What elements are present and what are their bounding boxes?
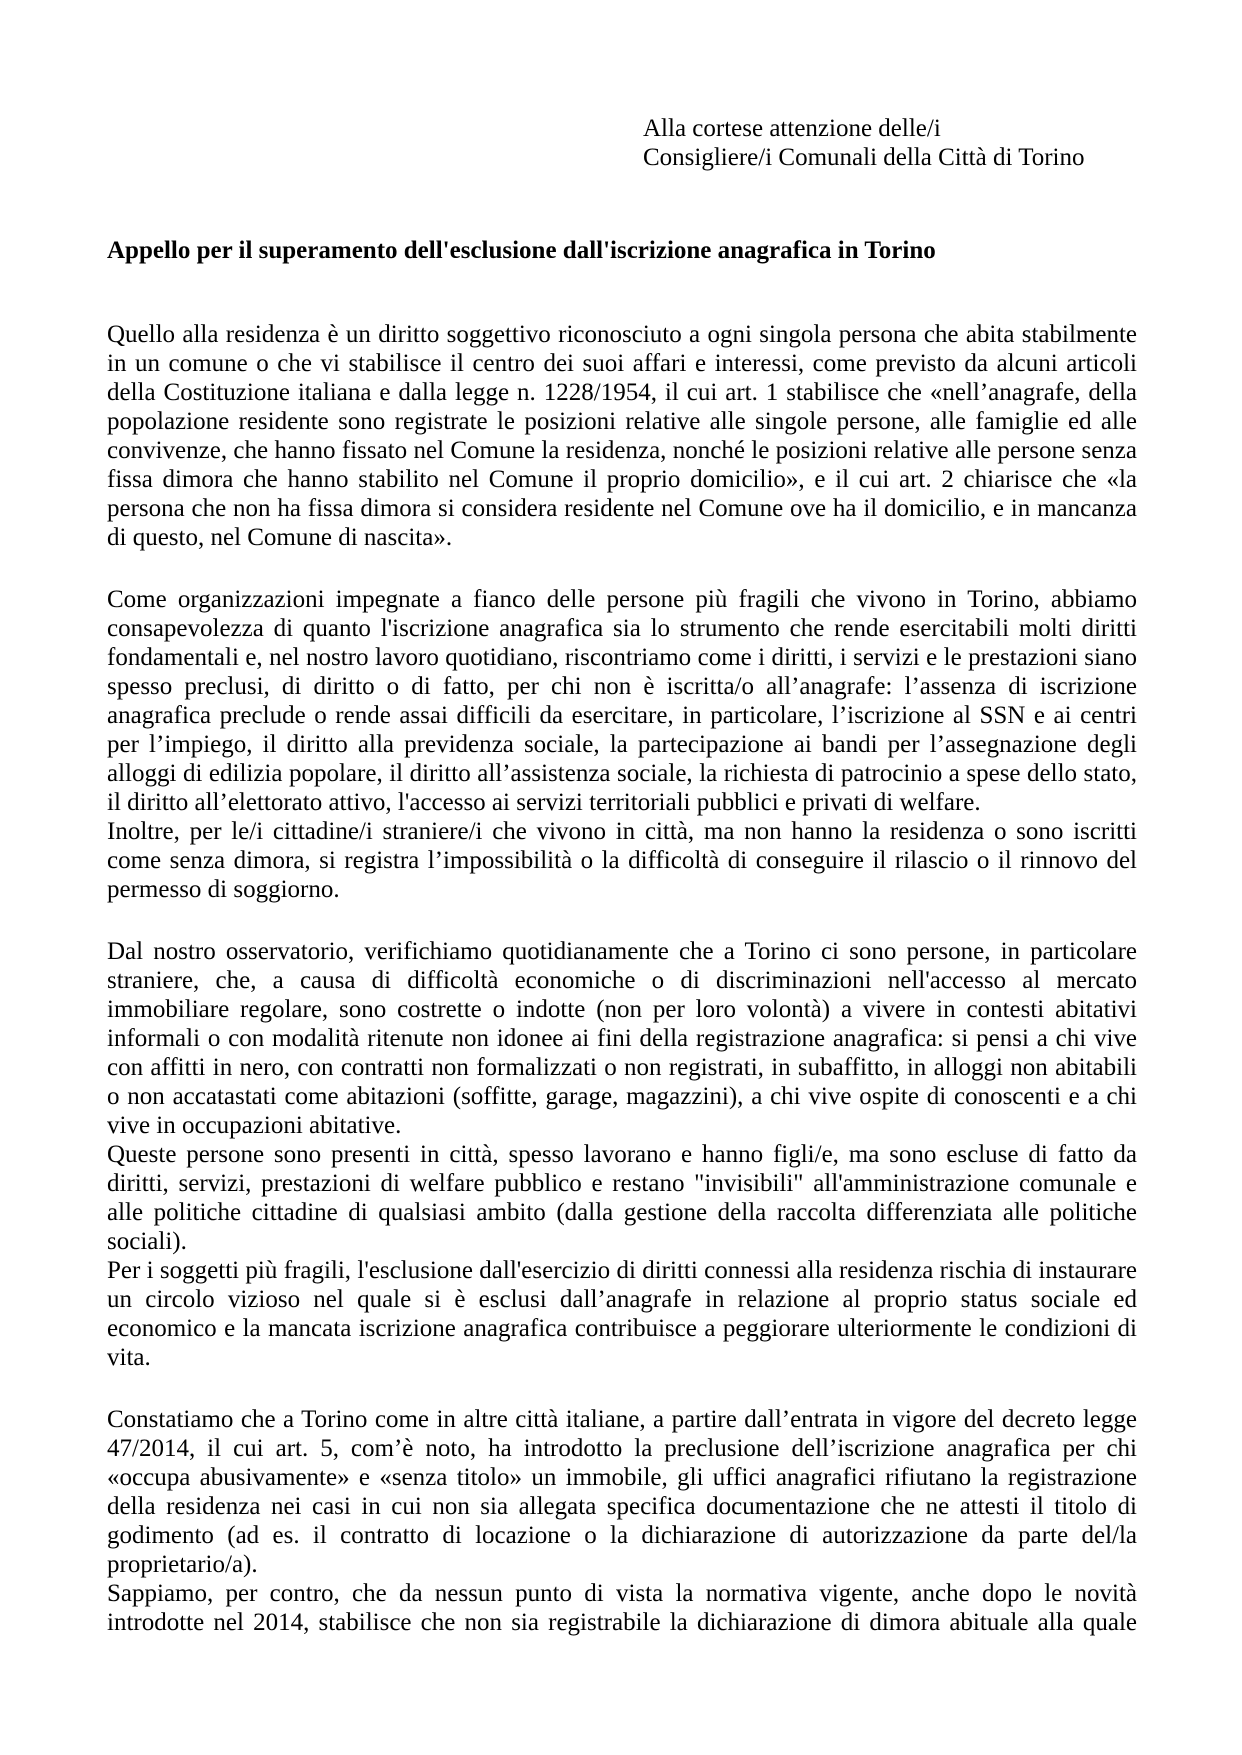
document-title: Appello per il superamento dell'esclusione dall'iscrizione anagrafica in Torino: [107, 237, 936, 264]
paragraph: Per i soggetti più fragili, l'esclusione dall'esercizio di diritti connessi alla residenza rischia di instaurare un circolo vizioso nel quale si è esclusi dall’anagrafe in relazione al proprio status sociale ed economico e la mancata iscrizione anagrafica contribuisce a peggiorare ulteriormente le condizioni di vita.: [107, 1257, 1137, 1371]
paragraph: Dal nostro osservatorio, verifichiamo quotidianamente che a Torino ci sono persone, in particolare straniere, che, a causa di difficoltà economiche o di discriminazioni nell'accesso al mercato immobiliare regolare, sono costrette o indotte (non per loro volontà) a vivere in contesti abitativi informali o con modalità ritenute non idonee ai fini della registrazione anagrafica: si pensi a chi vive con affitti in nero, con contratti non formalizzati o non registrati, in subaffitto, in alloggi non abitabili o non accatastati come abitazioni (soffitte, garage, magazzini), a chi vive ospite di conoscenti e a chi vive in occupazioni abitative.: [107, 938, 1137, 1139]
paragraph: Queste persone sono presenti in città, spesso lavorano e hanno figli/e, ma sono escluse di fatto da diritti, servizi, prestazioni di welfare pubblico e restano "invisibili" all'amministrazione comunale e alle politiche cittadine di qualsiasi ambito (dalla gestione della raccolta differenziata alle politiche sociali).: [107, 1141, 1137, 1255]
recipient-block: [643, 114, 1137, 172]
paragraph-block-4: [107, 1405, 1137, 1637]
paragraph-block-1: [107, 320, 1137, 552]
paragraph-block-3: [107, 937, 1137, 1372]
paragraph: Constatiamo che a Torino come in altre città italiane, a partire dall’entrata in vigore del decreto legge 47/2014, il cui art. 5, com’è noto, ha introdotto la preclusione dell’iscrizione anagrafica per chi «occupa abusivamente» e «senza titolo» un immobile, gli uffici anagrafici rifiutano la registrazione della residenza nei casi in cui non sia allegata specifica documentazione che ne attesti il titolo di godimento (ad es. il contratto di locazione o la dichiarazione di autorizzazione da parte del/la proprietario/a).: [107, 1406, 1137, 1578]
paragraph: Inoltre, per le/i cittadine/i straniere/i che vivono in città, ma non hanno la residenza o sono iscritti come senza dimora, si registra l’impossibilità o la difficoltà di conseguire il rilascio o il rinnovo del permesso di soggiorno.: [107, 818, 1137, 903]
recipient-line-2: Consigliere/i Comunali della Città di Torino: [643, 144, 1085, 171]
paragraph: Sappiamo, per contro, che da nessun punto di vista la normativa vigente, anche dopo le novità introdotte nel 2014, stabilisce che non sia registrabile la dichiarazione di dimora abituale alla quale: [107, 1580, 1137, 1636]
paragraph: Quello alla residenza è un diritto soggettivo riconosciuto a ogni singola persona che abita stabilmente in un comune o che vi stabilisce il centro dei suoi affari e interessi, come previsto da alcuni articoli della Costituzione italiana e dalla legge n. 1228/1954, il cui art. 1 stabilisce che «nell’anagrafe, della popolazione residente sono registrate le posizioni relative alle singole persone, alle famiglie ed alle convivenze, che hanno fissato nel Comune la residenza, nonché le posizioni relative alle persone senza fissa dimora che hanno stabilito nel Comune il proprio domicilio», e il cui art. 2 chiarisce che «la persona che non ha fissa dimora si considera residente nel Comune ove ha il domicilio, e in mancanza di questo, nel Comune di nascita».: [107, 321, 1137, 551]
paragraph: Come organizzazioni impegnate a fianco delle persone più fragili che vivono in Torino, abbiamo consapevolezza di quanto l'iscrizione anagrafica sia lo strumento che rende esercitabili molti diritti fondamentali e, nel nostro lavoro quotidiano, riscontriamo come i diritti, i servizi e le prestazioni siano spesso preclusi, di diritto o di fatto, per chi non è iscritta/o all’anagrafe: l’assenza di iscrizione anagrafica preclude o rende assai difficili da esercitare, in particolare, l’iscrizione al SSN e ai centri per l’impiego, il diritto alla previdenza sociale, la partecipazione ai bandi per l’assegnazione degli alloggi di edilizia popolare, il diritto all’assistenza sociale, la richiesta di patrocinio a spese dello stato, il diritto all’elettorato attivo, l'accesso ai servizi territoriali pubblici e privati di welfare.: [107, 586, 1137, 816]
recipient-line-1: Alla cortese attenzione delle/i: [643, 115, 941, 142]
paragraph-block-2: [107, 585, 1137, 904]
